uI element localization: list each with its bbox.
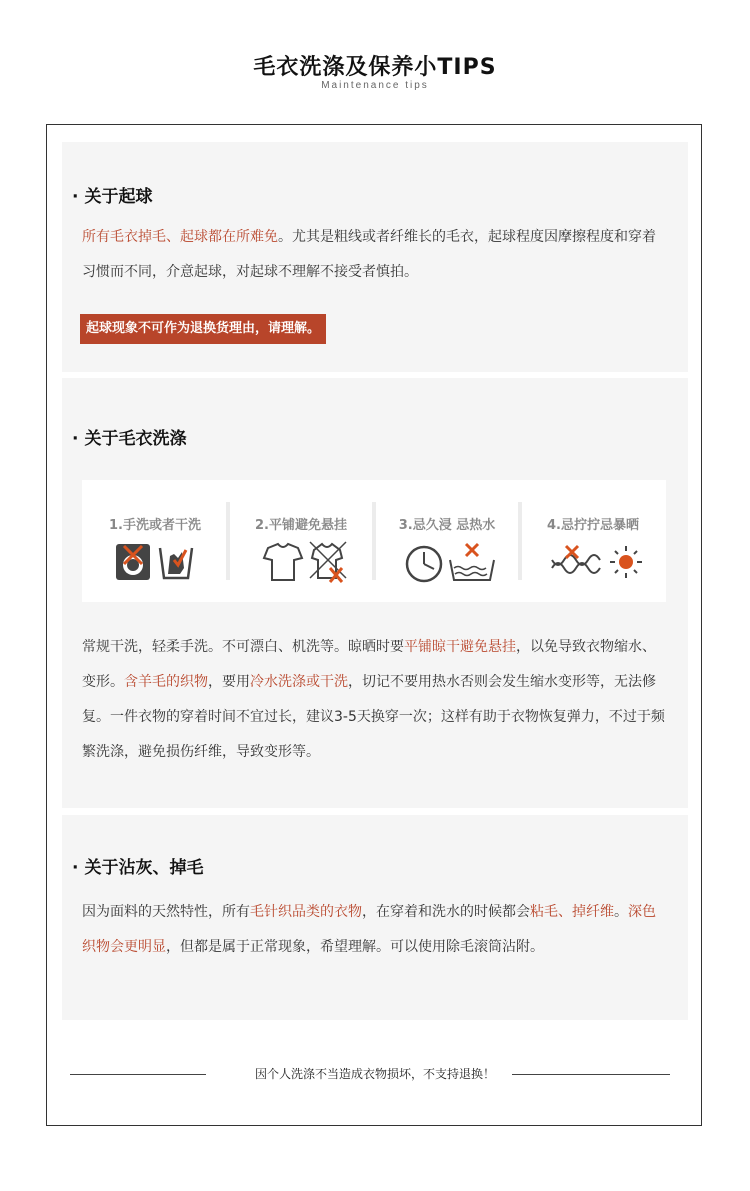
care-item-no-soak xyxy=(374,480,520,602)
washing-paragraph: 常规干洗，轻柔手洗。不可漂白、机洗等。晾晒时要平铺晾干避免悬挂，以免导致衣物缩水、变形。含羊毛的织物，要用冷水洗涤或干洗，切记不要用热水否则会发生缩水变形等，无法修复。一件衣物的穿着时间不宜过长，建议3-5天换穿一次；这样有助于衣物恢复弹力，不过于频繁洗涤，避免损伤纤维，导致变形等。 xyxy=(82,639,665,760)
no-wring-no-sun-icon xyxy=(540,538,650,586)
care-item-handwash xyxy=(82,480,228,602)
lint-highlight: 毛针织品类的衣物 xyxy=(250,904,362,920)
footer-divider-right xyxy=(512,1074,670,1075)
page-subtitle: Maintenance tips xyxy=(321,80,429,91)
care-label: 1.手洗或者干洗 xyxy=(109,518,201,533)
pilling-highlight: 所有毛衣掉毛、起球都在所难免 xyxy=(82,229,278,245)
page-title: 毛衣洗涤及保养小TIPS xyxy=(253,55,497,80)
washing-highlight: 含羊毛的织物 xyxy=(124,674,208,690)
tshirt-no-hang-icon xyxy=(248,538,358,586)
care-label: 2.平铺避免悬挂 xyxy=(255,518,347,533)
lint-paragraph: 因为面料的天然特性，所有毛针织品类的衣物，在穿着和洗水的时候都会粘毛、掉纤维。深色织物会更明显，但都是属于正常现象，希望理解。可以使用除毛滚筒沾附。 xyxy=(82,904,656,955)
washer-and-handwash-icon xyxy=(102,538,212,586)
pilling-paragraph: 所有毛衣掉毛、起球都在所难免。尤其是粗线或者纤维长的毛衣，起球程度因摩擦程度和穿着习惯而不同，介意起球，对起球不理解不接受者慎拍。 xyxy=(82,229,656,280)
lint-heading: · 关于沾灰、掉毛 xyxy=(72,858,204,878)
care-label: 3.忌久浸 忌热水 xyxy=(398,518,496,533)
washing-highlight: 平铺晾干避免悬挂 xyxy=(404,639,516,655)
washing-highlight: 冷水洗涤或干洗 xyxy=(250,674,348,690)
washing-heading: · 关于毛衣洗涤 xyxy=(72,429,187,449)
washing-section xyxy=(62,378,688,808)
care-label: 4.忌拧拧忌暴晒 xyxy=(547,518,639,533)
no-return-banner: 起球现象不可作为退换货理由，请理解。 xyxy=(80,314,326,344)
care-icon-strip xyxy=(82,480,666,602)
lint-section xyxy=(62,815,688,1020)
pilling-section xyxy=(62,142,688,372)
lint-highlight: 深色织物会更明显 xyxy=(82,904,656,955)
care-item-no-wring xyxy=(520,480,666,602)
clock-and-hot-water-icon xyxy=(394,538,504,586)
lint-highlight: 粘毛、掉纤维 xyxy=(530,904,614,920)
pilling-heading: · 关于起球 xyxy=(72,187,153,207)
care-item-flat-dry xyxy=(228,480,374,602)
footer-notice: 因个人洗涤不当造成衣物损坏，不支持退换！ xyxy=(254,1067,495,1081)
